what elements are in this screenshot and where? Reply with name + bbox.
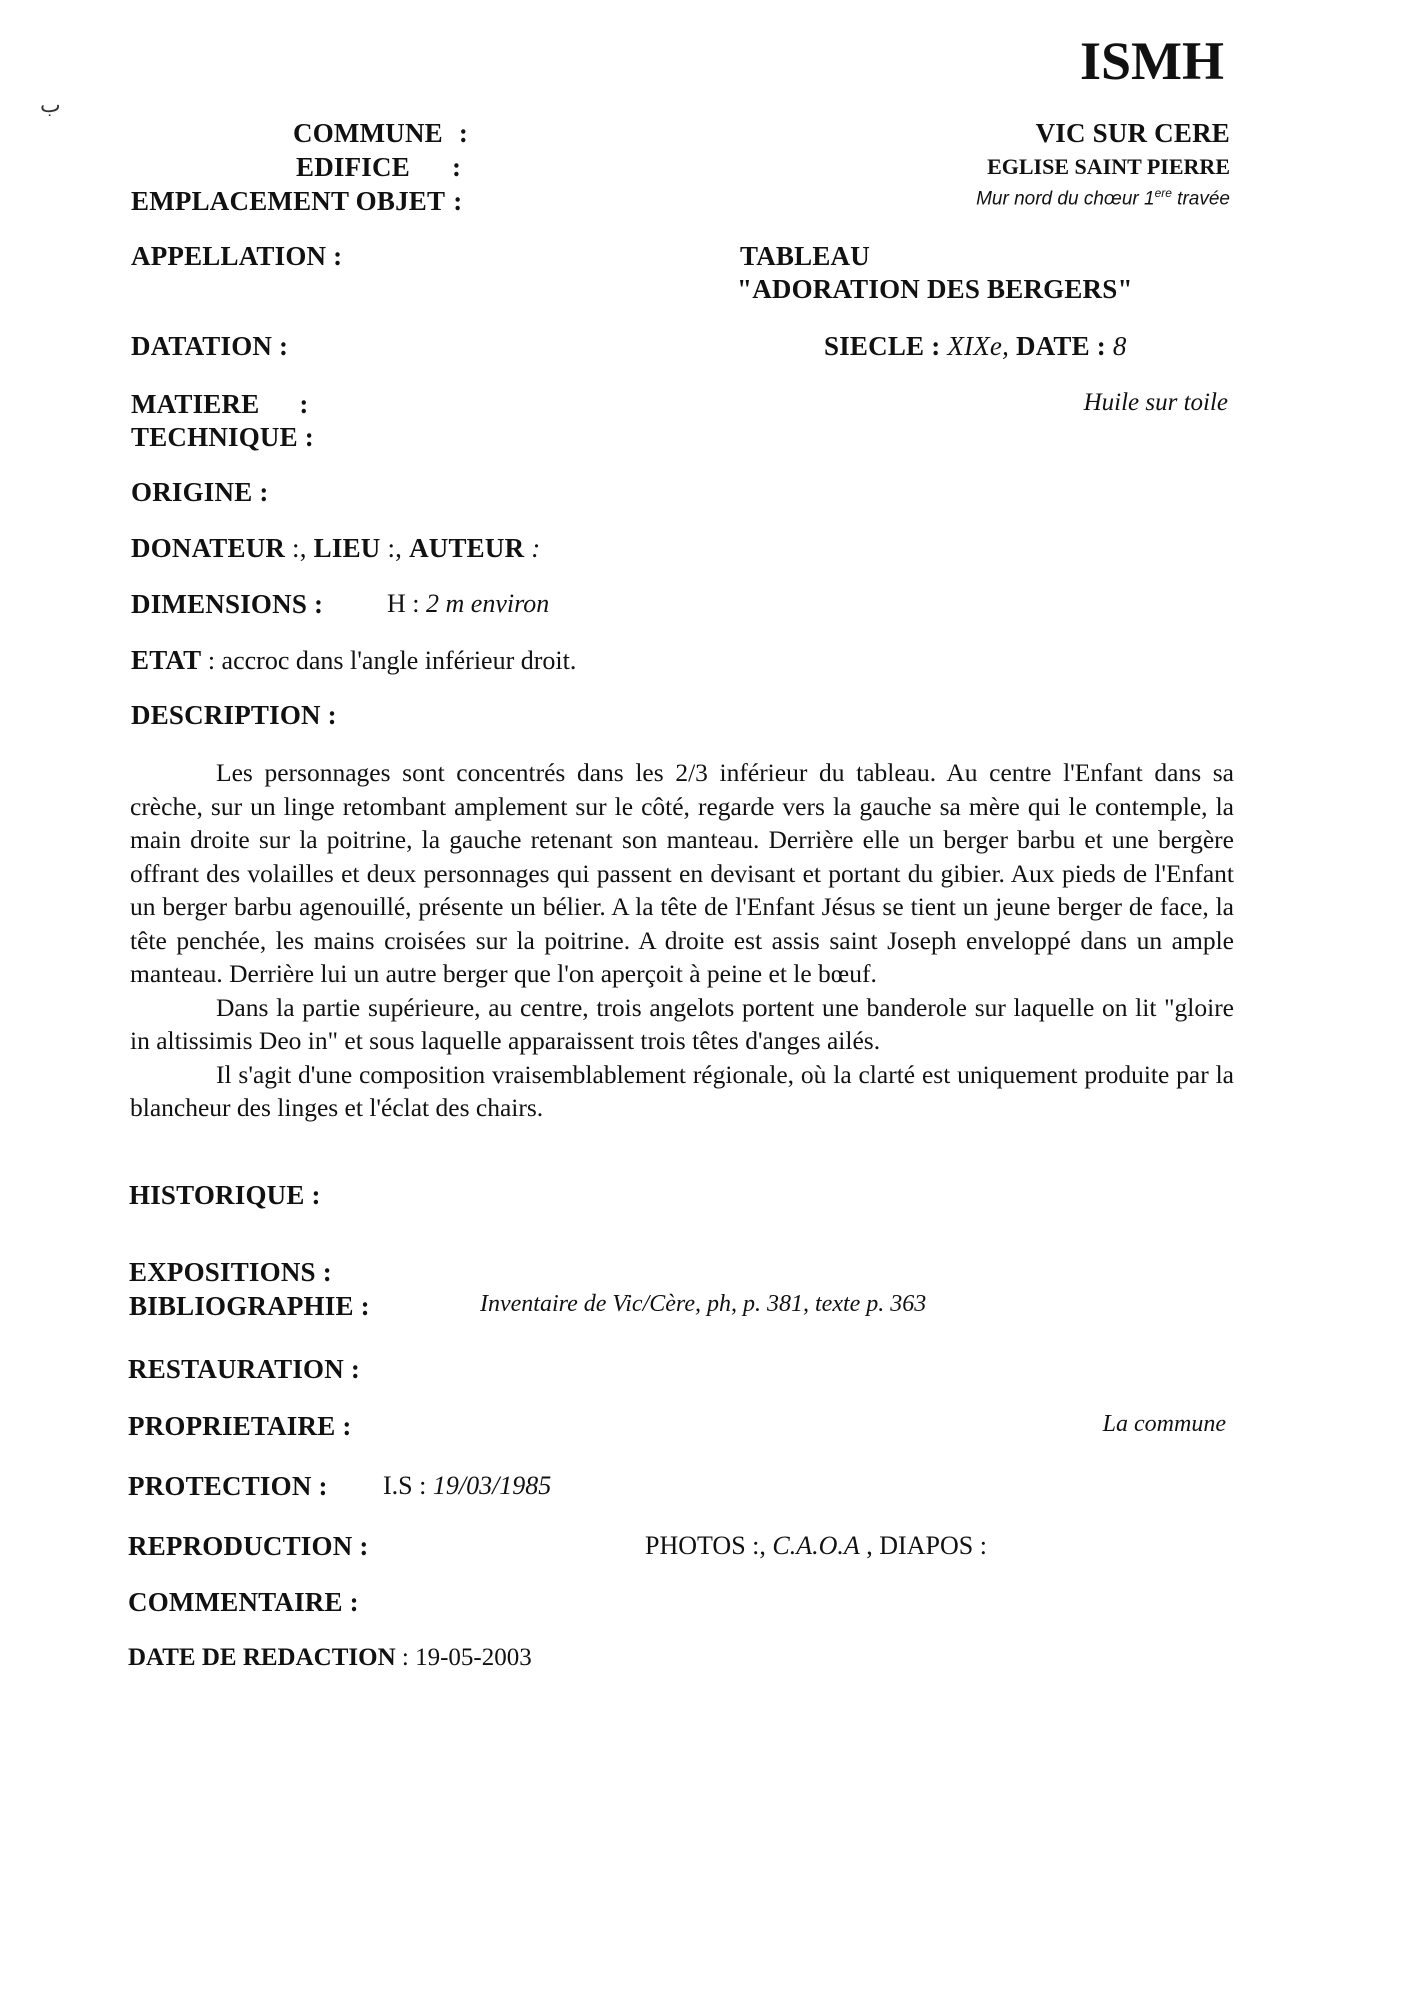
description-label: DESCRIPTION : [131,700,337,730]
reproduction-label: REPRODUCTION : [128,1531,369,1561]
technique-label: TECHNIQUE : [131,422,314,452]
document-code: ISMH [1080,31,1225,91]
description-paragraph: Il s'agit d'une composition vraisemblablement régionale, où la clarté est uniquement produite par la blancheur des linges et l'éclat des chairs. [130,1059,1234,1122]
bibliographie-value: Inventaire de Vic/Cère, ph, p. 381, texte p. 363 [480,1291,927,1317]
dimensions-label: DIMENSIONS : [131,589,324,619]
scan-mark: ب [40,92,61,117]
commune-value: VIC SUR CERE [1035,118,1230,148]
appellation-line2: "ADORATION DES BERGERS" [737,274,1133,304]
edifice-value: EGLISE SAINT PIERRE [987,154,1230,179]
bibliographie-label: BIBLIOGRAPHIE : [129,1291,370,1321]
dimensions-value: H : 2 m environ [387,589,550,618]
origine-label: ORIGINE : [131,477,269,507]
proprietaire-value: La commune [1102,1411,1226,1437]
appellation-line1: TABLEAU [740,241,870,271]
matiere-label: MATIERE : [131,389,309,419]
emplacement-label: EMPLACEMENT OBJET : [131,186,463,216]
description-text [130,756,1234,1125]
datation-label: DATATION : [131,331,289,361]
appellation-label: APPELLATION : [131,241,343,271]
emplacement-value: Mur nord du chœur 1ere travée [976,186,1230,210]
restauration-label: RESTAURATION : [128,1354,361,1384]
commune-label: COMMUNE : [293,118,469,148]
description-paragraph: Dans la partie supérieure, au centre, trois angelots portent une banderole sur laquelle on lit "gloire in altissimis Deo in" et sous laquelle apparaissent trois têtes d'anges ailés. [130,992,1234,1055]
protection-label: PROTECTION : [128,1471,328,1501]
commentaire-label: COMMENTAIRE : [128,1587,359,1617]
donateur-line: DONATEUR :, LIEU :, AUTEUR : [131,533,541,563]
description-paragraph: Les personnages sont concentrés dans les 2/3 inférieur du tableau. Au centre l'Enfant dans sa crèche, sur un linge retombant amplement sur le côté, regarde vers la gauche sa mère qui le contemple, la main droite sur la poitrine, la gauche retenant son manteau. Derrière elle un berger barbu et une bergère offrant des volailles et deux personnages qui passent en devisant et portant du gibier. Aux pieds de l'Enfant un berger barbu agenouillé, présente un bélier. A la tête de l'Enfant Jésus se tient un jeune berger de face, la tête penchée, les mains croisées sur la poitrine. A droite est assis saint Joseph enveloppé dans un ample manteau. Derrière lui un autre berger que l'on aperçoit à peine et le bœuf. [130,758,1234,988]
edifice-label: EDIFICE : [296,152,462,182]
redaction-line: DATE DE REDACTION : 19-05-2003 [128,1644,532,1671]
etat-line: ETAT : accroc dans l'angle inférieur droit. [131,645,577,675]
matiere-value: Huile sur toile [1083,389,1228,416]
reproduction-value: PHOTOS :, C.A.O.A , DIAPOS : [645,1531,987,1560]
expositions-label: EXPOSITIONS : [129,1257,332,1287]
protection-value: I.S : 19/03/1985 [383,1471,552,1500]
proprietaire-label: PROPRIETAIRE : [128,1411,352,1441]
historique-label: HISTORIQUE : [129,1180,321,1210]
datation-value: SIECLE : XIXe, DATE : 8 [824,331,1127,361]
